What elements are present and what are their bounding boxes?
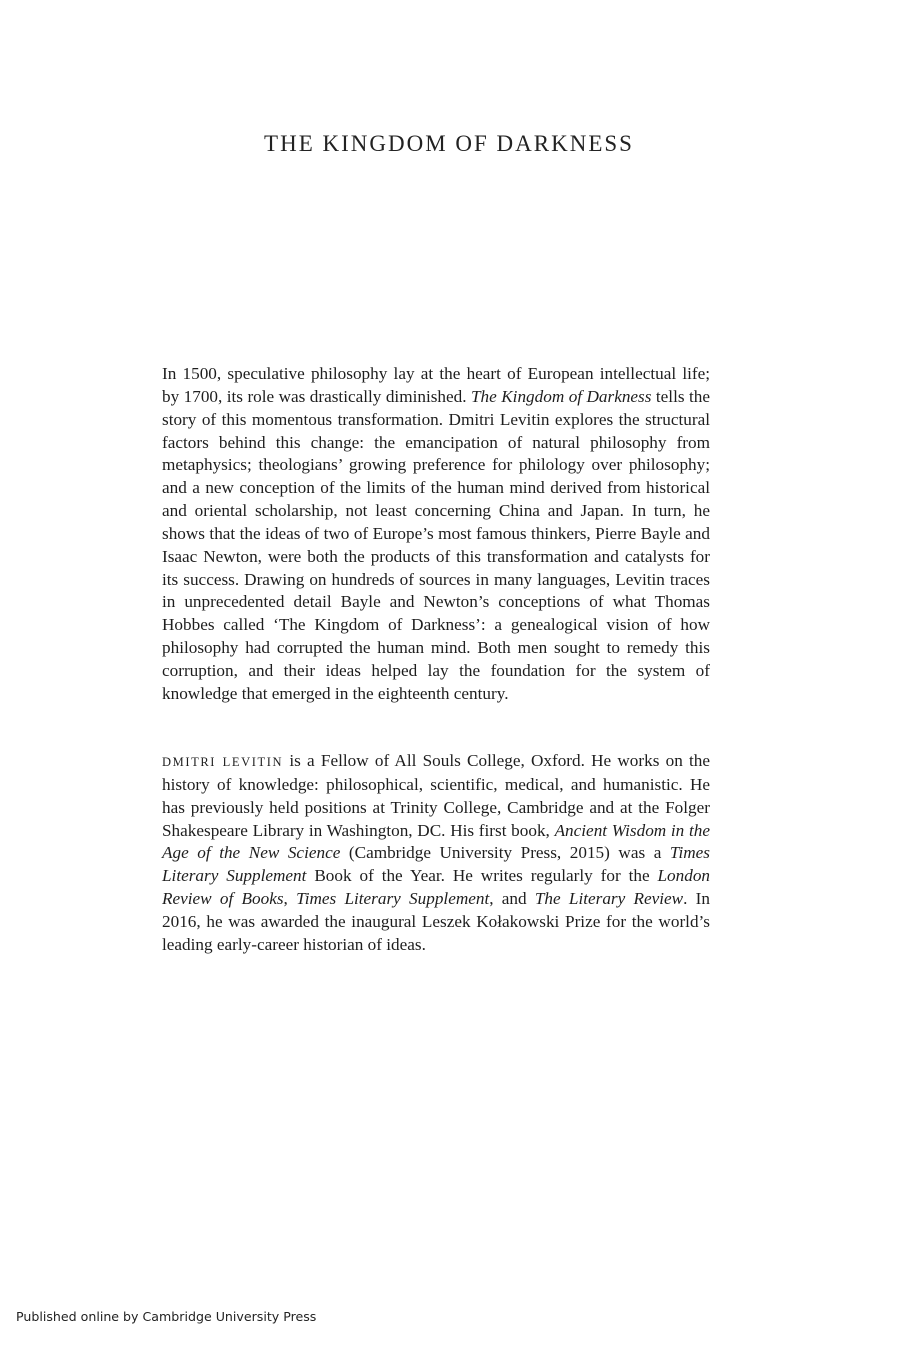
author-name: DMITRI LEVITIN [162, 755, 284, 769]
bio-text-3: Book of the Year. He writes regularly for the [306, 866, 658, 886]
bio-text-4: , [283, 889, 297, 909]
bio-lrb-title: London Review of Books [162, 866, 711, 909]
bio-text-6: . In 2016, he was awarded the inaugural Leszek Kołakowski Prize for the world’s leading early-career historian of ideas. [162, 889, 710, 954]
author-bio-paragraph [162, 750, 710, 957]
bio-text-5: , and [489, 889, 535, 909]
bio-tls-title: Times Literary Supplement [162, 843, 710, 886]
book-title-heading: THE KINGDOM OF DARKNESS [264, 131, 634, 156]
bio-text-1: is a Fellow of All Souls College, Oxford. He works on the history of knowledge: philosophical, scientific, medical, and humanistic. He has previously held positions at Trinity College, Cambridge and at the Folger Shakespeare Library in Washington, DC. His first book, [162, 751, 710, 840]
description-text-2: tells the story of this momentous transformation. Dmitri Levitin explores the structural factors behind this change: the emancipation of natural philosophy from metaphysics; theologians’ growing preference for philology over philosophy; and a new conception of the limits of the human mind derived from historical and oriental scholarship, not least concerning China and Japan. In turn, he shows that the ideas of two of Europe’s most famous thinkers, Pierre Bayle and Isaac Newton, were both the products of this transformation and catalysts for its success. Drawing on hundreds of sources in many languages, Levitin traces in unprecedented detail Bayle and Newton’s conceptions of what Thomas Hobbes called ‘The Kingdom of Darkness’: a genealogical vision of how philosophy had corrupted the human mind. Both men sought to remedy this corruption, and their ideas helped lay the foundation for the system of knowledge that emerged in the eighteenth century. [162, 386, 710, 703]
bio-first-book-title: Ancient Wisdom in the Age of the New Science [162, 820, 710, 863]
description-book-title: The Kingdom of Darkness [470, 386, 652, 406]
bio-text-2: (Cambridge University Press, 2015) was a [340, 843, 670, 863]
description-text-1: In 1500, speculative philosophy lay at the heart of European intellectual life; by 1700, its role was drastically diminished. [162, 364, 710, 406]
book-description-paragraph [162, 363, 710, 706]
bio-literary-review-title: The Literary Review [534, 889, 684, 909]
published-online-footer: Published online by Cambridge University Press [16, 1309, 317, 1324]
bio-tls-title-2: Times Literary Supplement [296, 889, 490, 909]
